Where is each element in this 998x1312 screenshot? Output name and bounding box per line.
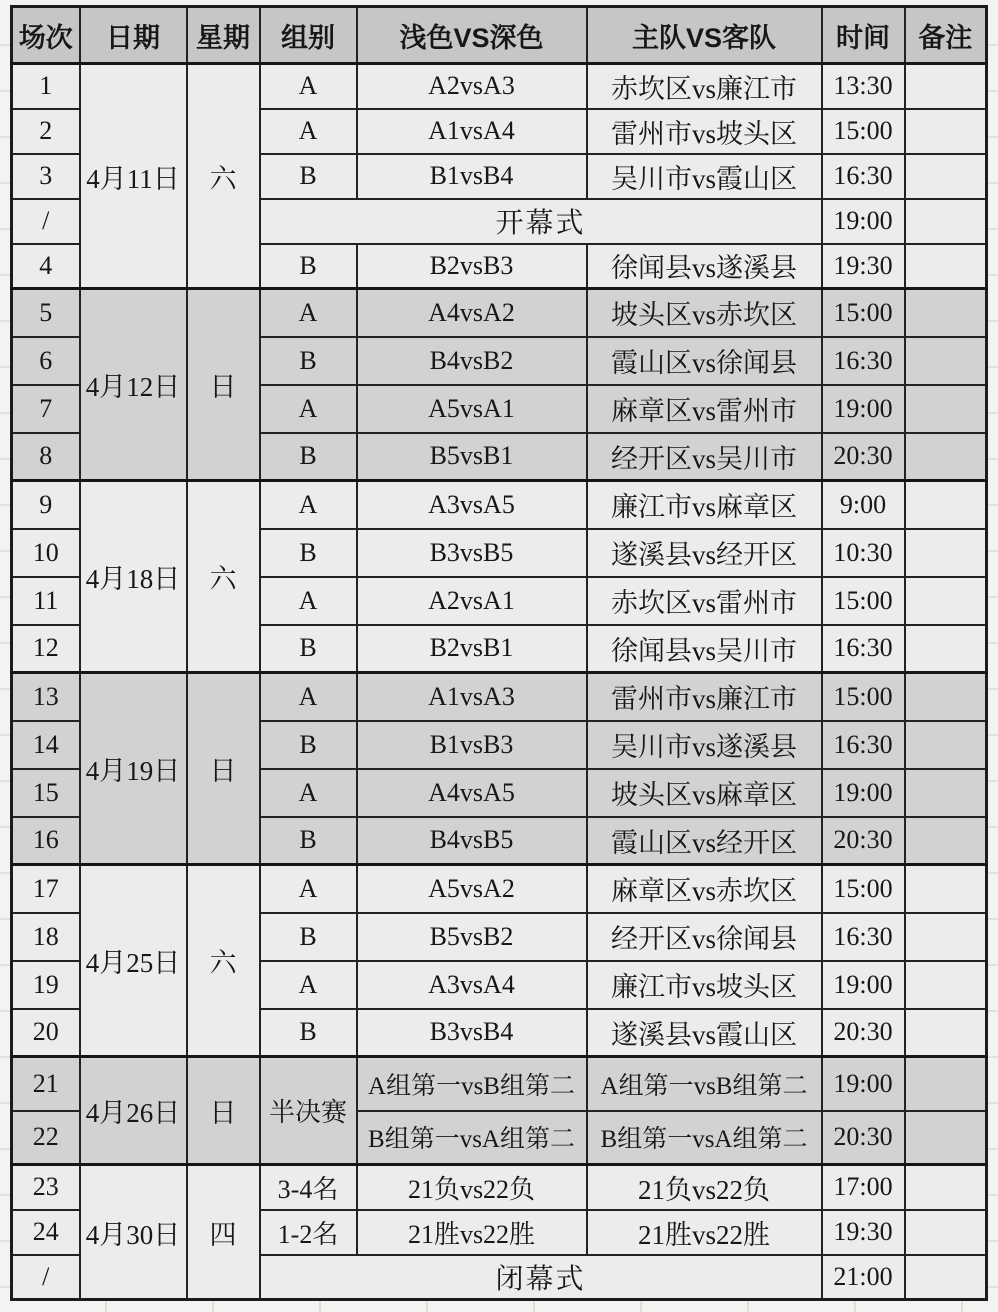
col-header-weekday: 星期: [187, 7, 260, 64]
cell-notes: [905, 64, 987, 109]
cell-time: 19:00: [822, 199, 905, 244]
cell-home-vs-away: 赤坎区vs雷州市: [587, 577, 822, 625]
cell-light-vs-dark: A组第一vsB组第二: [357, 1057, 587, 1111]
cell-group: A: [260, 109, 357, 154]
cell-weekday: 日: [187, 289, 260, 481]
cell-group: A: [260, 289, 357, 337]
cell-light-vs-dark: A3vsA4: [357, 961, 587, 1009]
cell-light-vs-dark: A4vsA2: [357, 289, 587, 337]
col-header-light-vs-dark: 浅色VS深色: [357, 7, 587, 64]
cell-match-no: 1: [12, 64, 80, 109]
cell-notes: [905, 1009, 987, 1057]
sheet-gridline-strip-left: [0, 0, 10, 1312]
cell-weekday: 日: [187, 1057, 260, 1165]
cell-match-no: /: [12, 1255, 80, 1300]
cell-home-vs-away: 吴川市vs遂溪县: [587, 721, 822, 769]
cell-home-vs-away: 霞山区vs经开区: [587, 817, 822, 865]
cell-time: 15:00: [822, 289, 905, 337]
cell-notes: [905, 289, 987, 337]
cell-weekday: 六: [187, 64, 260, 289]
cell-time: 20:30: [822, 817, 905, 865]
cell-light-vs-dark: A3vsA5: [357, 481, 587, 529]
cell-group: A: [260, 769, 357, 817]
match-row: [12, 1057, 987, 1111]
cell-notes: [905, 199, 987, 244]
cell-date: 4月12日: [80, 289, 187, 481]
cell-group: A: [260, 385, 357, 433]
cell-group: B: [260, 721, 357, 769]
cell-time: 10:30: [822, 529, 905, 577]
cell-match-no: 23: [12, 1165, 80, 1210]
cell-time: 19:00: [822, 1057, 905, 1111]
cell-match-no: 19: [12, 961, 80, 1009]
cell-notes: [905, 337, 987, 385]
cell-match-no: 4: [12, 244, 80, 289]
cell-group: B: [260, 817, 357, 865]
cell-notes: [905, 673, 987, 721]
cell-group: A: [260, 64, 357, 109]
cell-light-vs-dark: B1vsB4: [357, 154, 587, 199]
cell-time: 15:00: [822, 109, 905, 154]
col-header-date: 日期: [80, 7, 187, 64]
cell-group: B: [260, 913, 357, 961]
cell-time: 9:00: [822, 481, 905, 529]
cell-notes: [905, 913, 987, 961]
match-row: [12, 289, 987, 337]
cell-notes: [905, 769, 987, 817]
cell-light-vs-dark: A5vsA1: [357, 385, 587, 433]
cell-match-no: 21: [12, 1057, 80, 1111]
cell-home-vs-away: 雷州市vs坡头区: [587, 109, 822, 154]
cell-match-no: /: [12, 199, 80, 244]
cell-notes: [905, 1165, 987, 1210]
cell-home-vs-away: 霞山区vs徐闻县: [587, 337, 822, 385]
cell-time: 17:00: [822, 1165, 905, 1210]
cell-notes: [905, 244, 987, 289]
match-row: [12, 673, 987, 721]
cell-time: 19:00: [822, 961, 905, 1009]
cell-notes: [905, 1057, 987, 1111]
cell-time: 16:30: [822, 625, 905, 673]
cell-notes: [905, 1210, 987, 1255]
cell-group: B: [260, 1009, 357, 1057]
cell-notes: [905, 577, 987, 625]
cell-match-no: 12: [12, 625, 80, 673]
cell-light-vs-dark: B2vsB1: [357, 625, 587, 673]
cell-home-vs-away: 经开区vs吴川市: [587, 433, 822, 481]
cell-light-vs-dark: 21负vs22负: [357, 1165, 587, 1210]
cell-light-vs-dark: B4vsB5: [357, 817, 587, 865]
cell-group-semifinal: 半决赛: [260, 1057, 357, 1165]
cell-home-vs-away: 麻章区vs赤坎区: [587, 865, 822, 913]
match-row: [12, 1165, 987, 1210]
cell-match-no: 20: [12, 1009, 80, 1057]
cell-home-vs-away: 麻章区vs雷州市: [587, 385, 822, 433]
cell-notes: [905, 721, 987, 769]
cell-home-vs-away: 遂溪县vs经开区: [587, 529, 822, 577]
cell-notes: [905, 961, 987, 1009]
cell-time: 16:30: [822, 913, 905, 961]
cell-group: B: [260, 529, 357, 577]
cell-ceremony: 闭幕式: [260, 1255, 822, 1300]
cell-match-no: 9: [12, 481, 80, 529]
cell-group: B: [260, 625, 357, 673]
cell-time: 16:30: [822, 154, 905, 199]
cell-home-vs-away: 遂溪县vs霞山区: [587, 1009, 822, 1057]
match-row: [12, 481, 987, 529]
cell-home-vs-away: B组第一vsA组第二: [587, 1111, 822, 1165]
cell-home-vs-away: 赤坎区vs廉江市: [587, 64, 822, 109]
cell-light-vs-dark: A5vsA2: [357, 865, 587, 913]
cell-light-vs-dark: B2vsB3: [357, 244, 587, 289]
cell-notes: [905, 625, 987, 673]
cell-match-no: 13: [12, 673, 80, 721]
header-row: [12, 7, 987, 64]
cell-match-no: 3: [12, 154, 80, 199]
cell-match-no: 15: [12, 769, 80, 817]
cell-light-vs-dark: A2vsA3: [357, 64, 587, 109]
cell-notes: [905, 385, 987, 433]
cell-light-vs-dark: 21胜vs22胜: [357, 1210, 587, 1255]
cell-match-no: 5: [12, 289, 80, 337]
cell-group: B: [260, 433, 357, 481]
cell-home-vs-away: A组第一vsB组第二: [587, 1057, 822, 1111]
cell-date: 4月18日: [80, 481, 187, 673]
match-row: [12, 64, 987, 109]
cell-home-vs-away: 徐闻县vs遂溪县: [587, 244, 822, 289]
cell-light-vs-dark: B组第一vsA组第二: [357, 1111, 587, 1165]
cell-match-no: 2: [12, 109, 80, 154]
cell-light-vs-dark: A1vsA3: [357, 673, 587, 721]
cell-time: 20:30: [822, 433, 905, 481]
cell-group: 3-4名: [260, 1165, 357, 1210]
cell-match-no: 10: [12, 529, 80, 577]
cell-date: 4月26日: [80, 1057, 187, 1165]
cell-group: B: [260, 337, 357, 385]
cell-match-no: 11: [12, 577, 80, 625]
cell-time: 16:30: [822, 721, 905, 769]
cell-light-vs-dark: A1vsA4: [357, 109, 587, 154]
cell-home-vs-away: 廉江市vs麻章区: [587, 481, 822, 529]
cell-time: 13:30: [822, 64, 905, 109]
cell-light-vs-dark: B3vsB5: [357, 529, 587, 577]
cell-match-no: 17: [12, 865, 80, 913]
cell-light-vs-dark: B5vsB1: [357, 433, 587, 481]
col-header-match-no: 场次: [12, 7, 80, 64]
cell-notes: [905, 817, 987, 865]
cell-light-vs-dark: B4vsB2: [357, 337, 587, 385]
cell-group: A: [260, 577, 357, 625]
cell-weekday: 六: [187, 481, 260, 673]
cell-group: A: [260, 481, 357, 529]
col-header-time: 时间: [822, 7, 905, 64]
cell-ceremony: 开幕式: [260, 199, 822, 244]
cell-time: 15:00: [822, 577, 905, 625]
cell-time: 21:00: [822, 1255, 905, 1300]
cell-home-vs-away: 坡头区vs麻章区: [587, 769, 822, 817]
cell-home-vs-away: 21胜vs22胜: [587, 1210, 822, 1255]
cell-light-vs-dark: A4vsA5: [357, 769, 587, 817]
cell-notes: [905, 529, 987, 577]
cell-weekday: 日: [187, 673, 260, 865]
cell-home-vs-away: 经开区vs徐闻县: [587, 913, 822, 961]
cell-home-vs-away: 21负vs22负: [587, 1165, 822, 1210]
cell-weekday: 六: [187, 865, 260, 1057]
cell-match-no: 16: [12, 817, 80, 865]
cell-notes: [905, 109, 987, 154]
col-header-home-vs-away: 主队VS客队: [587, 7, 822, 64]
cell-date: 4月30日: [80, 1165, 187, 1300]
cell-group: B: [260, 244, 357, 289]
schedule-table: [10, 5, 988, 1301]
cell-home-vs-away: 雷州市vs廉江市: [587, 673, 822, 721]
col-header-notes: 备注: [905, 7, 987, 64]
cell-group: 1-2名: [260, 1210, 357, 1255]
cell-group: A: [260, 673, 357, 721]
col-header-group: 组别: [260, 7, 357, 64]
cell-date: 4月25日: [80, 865, 187, 1057]
match-row: [12, 865, 987, 913]
cell-time: 15:00: [822, 865, 905, 913]
cell-match-no: 7: [12, 385, 80, 433]
cell-notes: [905, 154, 987, 199]
cell-group: A: [260, 961, 357, 1009]
cell-match-no: 24: [12, 1210, 80, 1255]
cell-time: 19:30: [822, 1210, 905, 1255]
cell-date: 4月19日: [80, 673, 187, 865]
cell-light-vs-dark: B5vsB2: [357, 913, 587, 961]
cell-light-vs-dark: A2vsA1: [357, 577, 587, 625]
cell-group: B: [260, 154, 357, 199]
cell-time: 19:00: [822, 385, 905, 433]
cell-match-no: 18: [12, 913, 80, 961]
cell-match-no: 22: [12, 1111, 80, 1165]
cell-time: 20:30: [822, 1009, 905, 1057]
cell-light-vs-dark: B1vsB3: [357, 721, 587, 769]
cell-home-vs-away: 徐闻县vs吴川市: [587, 625, 822, 673]
cell-notes: [905, 1255, 987, 1300]
cell-match-no: 14: [12, 721, 80, 769]
cell-light-vs-dark: B3vsB4: [357, 1009, 587, 1057]
cell-notes: [905, 433, 987, 481]
cell-time: 16:30: [822, 337, 905, 385]
cell-time: 15:00: [822, 673, 905, 721]
cell-home-vs-away: 吴川市vs霞山区: [587, 154, 822, 199]
cell-weekday: 四: [187, 1165, 260, 1300]
cell-date: 4月11日: [80, 64, 187, 289]
cell-notes: [905, 1111, 987, 1165]
cell-home-vs-away: 廉江市vs坡头区: [587, 961, 822, 1009]
cell-time: 19:00: [822, 769, 905, 817]
cell-match-no: 6: [12, 337, 80, 385]
cell-group: A: [260, 865, 357, 913]
cell-notes: [905, 481, 987, 529]
cell-time: 20:30: [822, 1111, 905, 1165]
cell-home-vs-away: 坡头区vs赤坎区: [587, 289, 822, 337]
cell-time: 19:30: [822, 244, 905, 289]
cell-match-no: 8: [12, 433, 80, 481]
cell-notes: [905, 865, 987, 913]
